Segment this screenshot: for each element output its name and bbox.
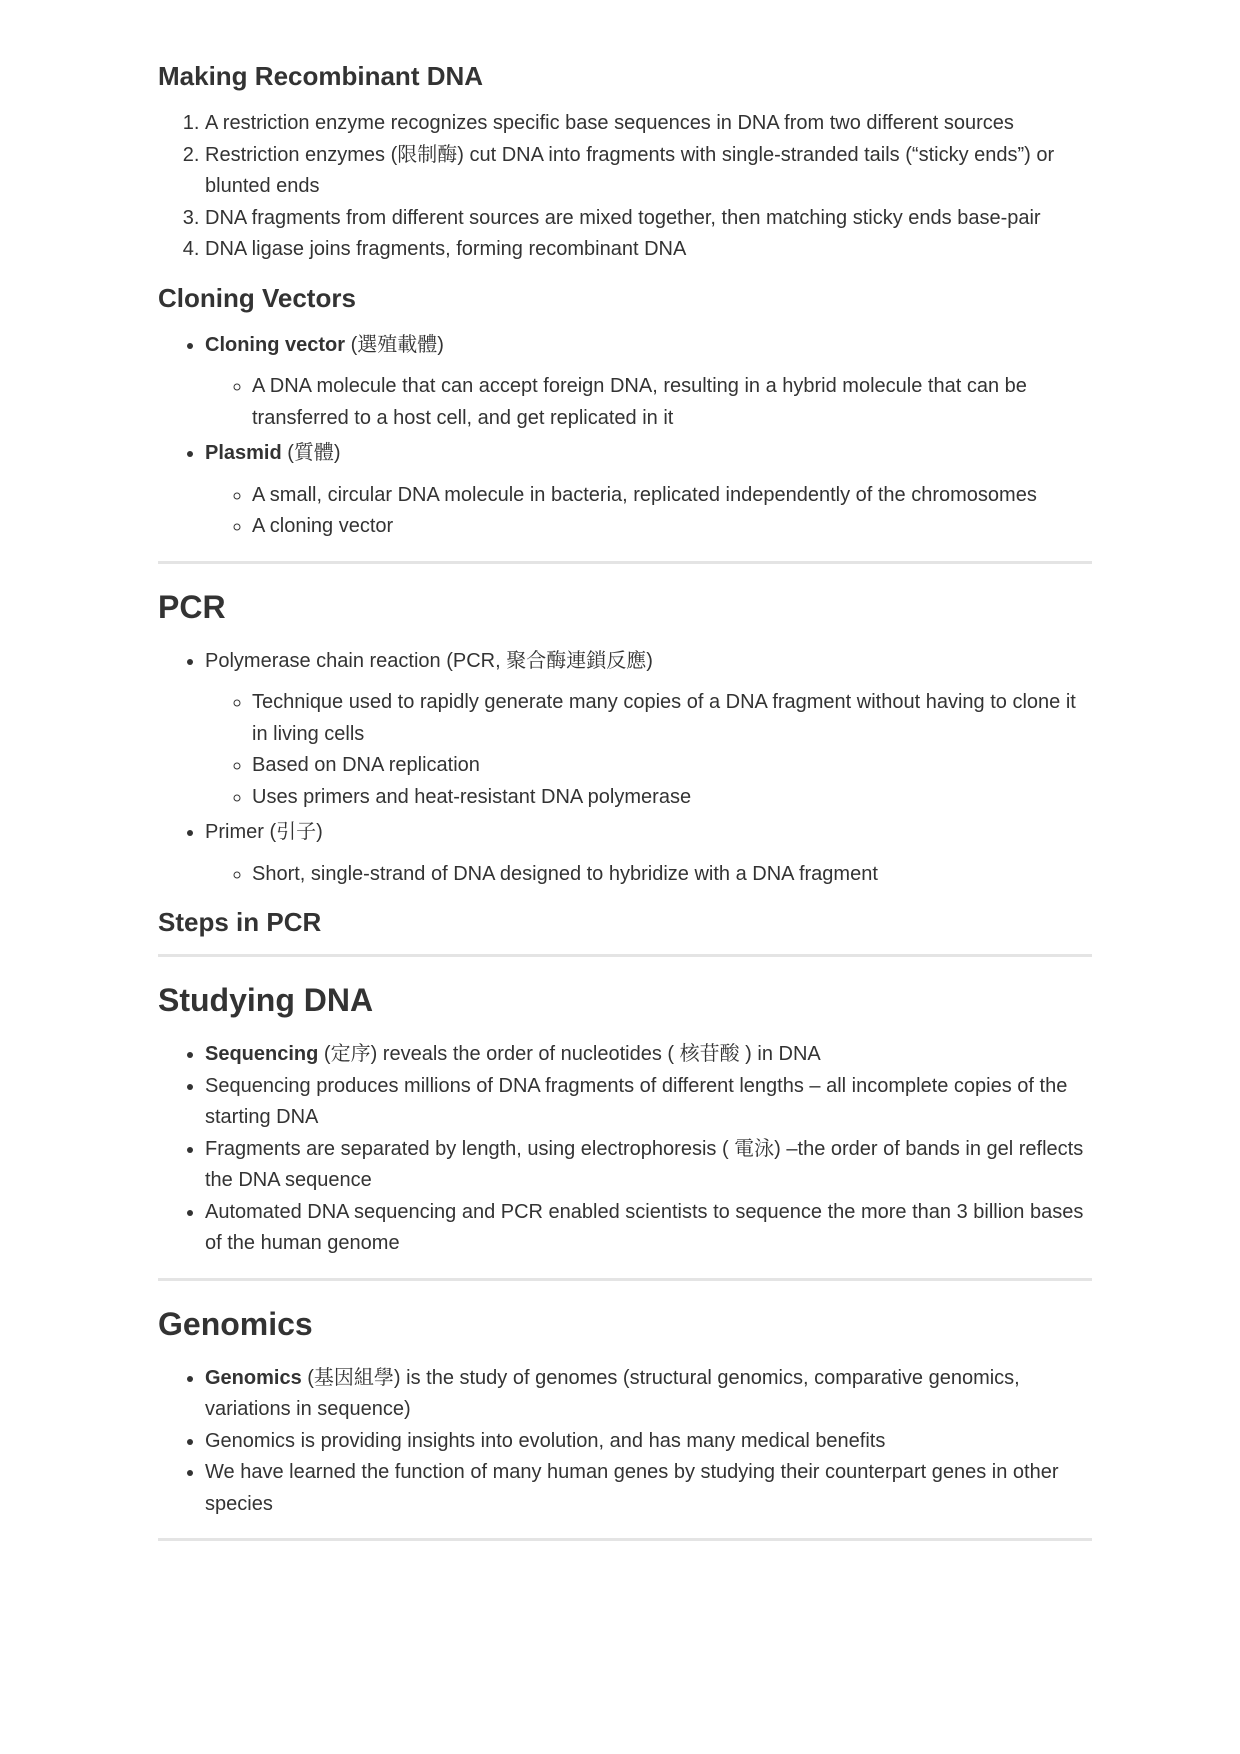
list-item: ◦ A cloning vector [252,511,1092,543]
list-item [205,1363,1092,1426]
divider [158,1278,1092,1281]
item-text: Polymerase chain reaction (PCR, 聚合酶連鎖反應) [205,649,653,672]
list-item: • Automated DNA sequencing and PCR enabled scientists to sequence the more than 3 billion bases of the human genome [205,1197,1092,1260]
heading-cloning-vectors: Cloning Vectors [158,282,356,313]
divider [158,561,1092,564]
item-text: Primer (引子) [205,821,323,843]
list-item [205,330,1092,435]
list-item: • Genomics is providing insights into evolution, and has many medical benefits [205,1426,1092,1458]
list-item [205,438,1092,543]
genomics-list [158,1363,1092,1521]
list-item: • We have learned the function of many human genes by studying their counterpart genes in other species [205,1457,1092,1520]
list-item: • Fragments are separated by length, using electrophoresis ( 電泳) –the order of bands in gel reflects the DNA sequence [205,1134,1092,1197]
divider [158,1538,1092,1541]
document [158,58,1092,1541]
list-item [205,646,1092,814]
studying-list [158,1039,1092,1260]
list-item [205,1039,1092,1071]
list-item: 4. DNA ligase joins fragments, forming recombinant DNA [205,234,1092,266]
definition: (質體) [281,442,341,464]
list-item [205,817,1092,890]
heading-making-recombinant-dna: Making Recombinant DNA [158,61,484,91]
heading-steps-in-pcr: Steps in PCR [158,907,322,937]
list-item: ◦ Based on DNA replication [252,750,1092,782]
definition: (基因組學) is the study of genomes (structural genomics, comparative genomics, variations in sequence) [205,1366,1020,1420]
list-item: ◦ A DNA molecule that can accept foreign DNA, resulting in a hybrid molecule that can be transferred to a host cell, and get replicated in it [252,371,1092,434]
list-item: 2. Restriction enzymes (限制酶) cut DNA into fragments with single-stranded tails (“sticky ends”) or blunted ends [205,140,1092,203]
list-item: ◦ Uses primers and heat-resistant DNA polymerase [252,782,1092,814]
cloning-list [158,330,1092,543]
heading-genomics: Genomics [158,1305,313,1342]
term: Sequencing [205,1043,319,1065]
recombinant-steps-list [158,108,1092,266]
list-item: • Sequencing produces millions of DNA fragments of different lengths – all incomplete copies of the starting DNA [205,1071,1092,1134]
definition: (選殖載體) [345,333,444,356]
list-item: ◦ Technique used to rapidly generate many copies of a DNA fragment without having to clone it in living cells [252,687,1092,750]
term: Genomics [205,1366,302,1389]
heading-studying-dna: Studying DNA [158,982,374,1018]
pcr-list [158,646,1092,891]
term: Plasmid [205,442,282,464]
list-item: 1. A restriction enzyme recognizes specific base sequences in DNA from two different sources [205,108,1092,140]
heading-pcr: PCR [158,588,226,625]
list-item: ◦ Short, single-strand of DNA designed to hybridize with a DNA fragment [252,859,1092,891]
list-item: 3. DNA fragments from different sources are mixed together, then matching sticky ends base-pair [205,203,1092,235]
divider [158,954,1092,957]
list-item: ◦ A small, circular DNA molecule in bacteria, replicated independently of the chromosomes [252,480,1092,512]
term: Cloning vector [205,333,346,356]
definition: (定序) reveals the order of nucleotides ( 核苷酸 ) in DNA [318,1043,821,1065]
